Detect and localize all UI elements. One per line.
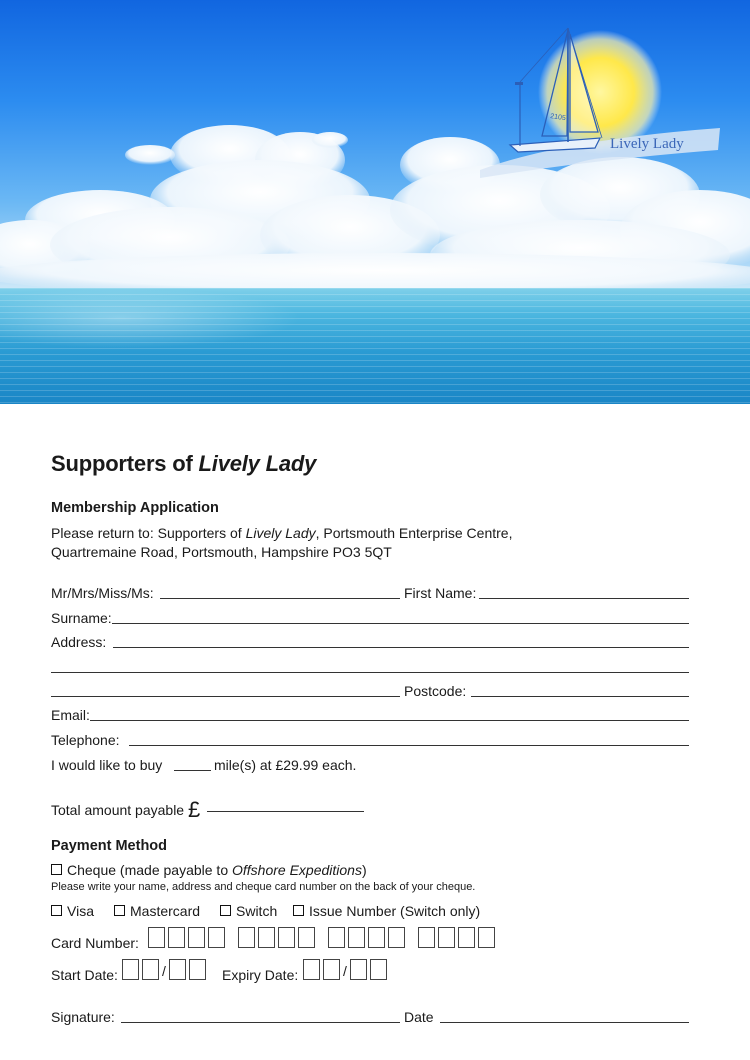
visa-option[interactable]: Visa [51, 903, 94, 919]
lively-lady-logo [470, 20, 730, 185]
card-digit-box[interactable] [418, 927, 435, 948]
card-digit-box[interactable] [298, 927, 315, 948]
switch-option[interactable]: Switch [220, 903, 277, 919]
mastercard-option[interactable]: Mastercard [114, 903, 200, 919]
sail-number: 2105 [549, 113, 567, 123]
issue-number-checkbox[interactable] [293, 905, 304, 916]
expiry-date-label: Expiry Date: [222, 967, 299, 983]
miles-quantity-field[interactable] [174, 770, 211, 771]
start-date-boxes[interactable] [122, 959, 209, 983]
telephone-field[interactable] [129, 745, 689, 746]
return-address-line1: Please return to: Supporters of Lively Lady, Portsmouth Enterprise Centre, [51, 525, 513, 541]
buy-suffix-label: mile(s) at £29.99 each. [214, 757, 357, 773]
signature-field[interactable] [121, 1022, 400, 1023]
card-digit-box[interactable] [458, 927, 475, 948]
return-address-line2: Quartremaine Road, Portsmouth, Hampshire PO3 5QT [51, 544, 392, 560]
first-name-field[interactable] [479, 598, 689, 599]
address-field-line1[interactable] [113, 647, 689, 648]
payment-heading: Payment Method [51, 838, 168, 854]
postcode-field[interactable] [471, 696, 689, 697]
date-field[interactable] [440, 1022, 689, 1023]
expiry-month-box[interactable] [303, 959, 320, 980]
card-digit-box[interactable] [348, 927, 365, 948]
card-digit-box[interactable] [238, 927, 255, 948]
date-separator: / [162, 963, 166, 979]
header-banner [0, 0, 750, 404]
start-month-box[interactable] [122, 959, 139, 980]
page-title: Supporters of Lively Lady [51, 451, 317, 476]
card-digit-box[interactable] [278, 927, 295, 948]
start-year-box[interactable] [169, 959, 186, 980]
card-digit-box[interactable] [328, 927, 345, 948]
mastercard-checkbox[interactable] [114, 905, 125, 916]
expiry-date-boxes[interactable] [303, 959, 390, 983]
buy-prefix-label: I would like to buy [51, 757, 163, 773]
date-separator: / [343, 963, 347, 979]
expiry-year-box[interactable] [350, 959, 367, 980]
date-label: Date [404, 1009, 434, 1025]
postcode-label: Postcode: [404, 683, 467, 699]
title-label: Mr/Mrs/Miss/Ms: [51, 585, 154, 601]
email-label: Email: [51, 707, 90, 723]
total-amount-label: Total amount payable £ [51, 797, 201, 822]
cheque-checkbox[interactable] [51, 864, 62, 875]
total-amount-field[interactable] [207, 811, 364, 812]
card-digit-box[interactable] [258, 927, 275, 948]
card-digit-box[interactable] [368, 927, 385, 948]
first-name-label: First Name: [404, 585, 477, 601]
logo-text: Lively Lady [610, 136, 684, 152]
sea-graphic [0, 288, 750, 404]
card-digit-box[interactable] [208, 927, 225, 948]
expiry-month-box[interactable] [323, 959, 340, 980]
card-number-boxes[interactable] [148, 927, 498, 948]
card-digit-box[interactable] [168, 927, 185, 948]
surname-field[interactable] [112, 623, 689, 624]
pound-sign: £ [187, 797, 201, 822]
start-year-box[interactable] [189, 959, 206, 980]
email-field[interactable] [90, 720, 689, 721]
expiry-year-box[interactable] [370, 959, 387, 980]
address-field-line2[interactable] [51, 672, 689, 673]
telephone-label: Telephone: [51, 732, 120, 748]
card-digit-box[interactable] [438, 927, 455, 948]
card-digit-box[interactable] [188, 927, 205, 948]
address-label: Address: [51, 634, 107, 650]
card-digit-box[interactable] [478, 927, 495, 948]
card-digit-box[interactable] [388, 927, 405, 948]
visa-checkbox[interactable] [51, 905, 62, 916]
title-field[interactable] [160, 598, 400, 599]
card-number-label: Card Number: [51, 935, 139, 951]
cheque-note: Please write your name, address and cheque card number on the back of your cheque. [51, 881, 476, 893]
start-date-label: Start Date: [51, 967, 118, 983]
issue-number-option[interactable]: Issue Number (Switch only) [293, 903, 480, 919]
address-field-line3[interactable] [51, 696, 400, 697]
signature-label: Signature: [51, 1009, 115, 1025]
card-digit-box[interactable] [148, 927, 165, 948]
switch-checkbox[interactable] [220, 905, 231, 916]
cheque-option[interactable]: Cheque (made payable to Offshore Expeditions) [51, 862, 367, 878]
surname-label: Surname: [51, 610, 112, 626]
start-month-box[interactable] [142, 959, 159, 980]
membership-heading: Membership Application [51, 500, 219, 516]
